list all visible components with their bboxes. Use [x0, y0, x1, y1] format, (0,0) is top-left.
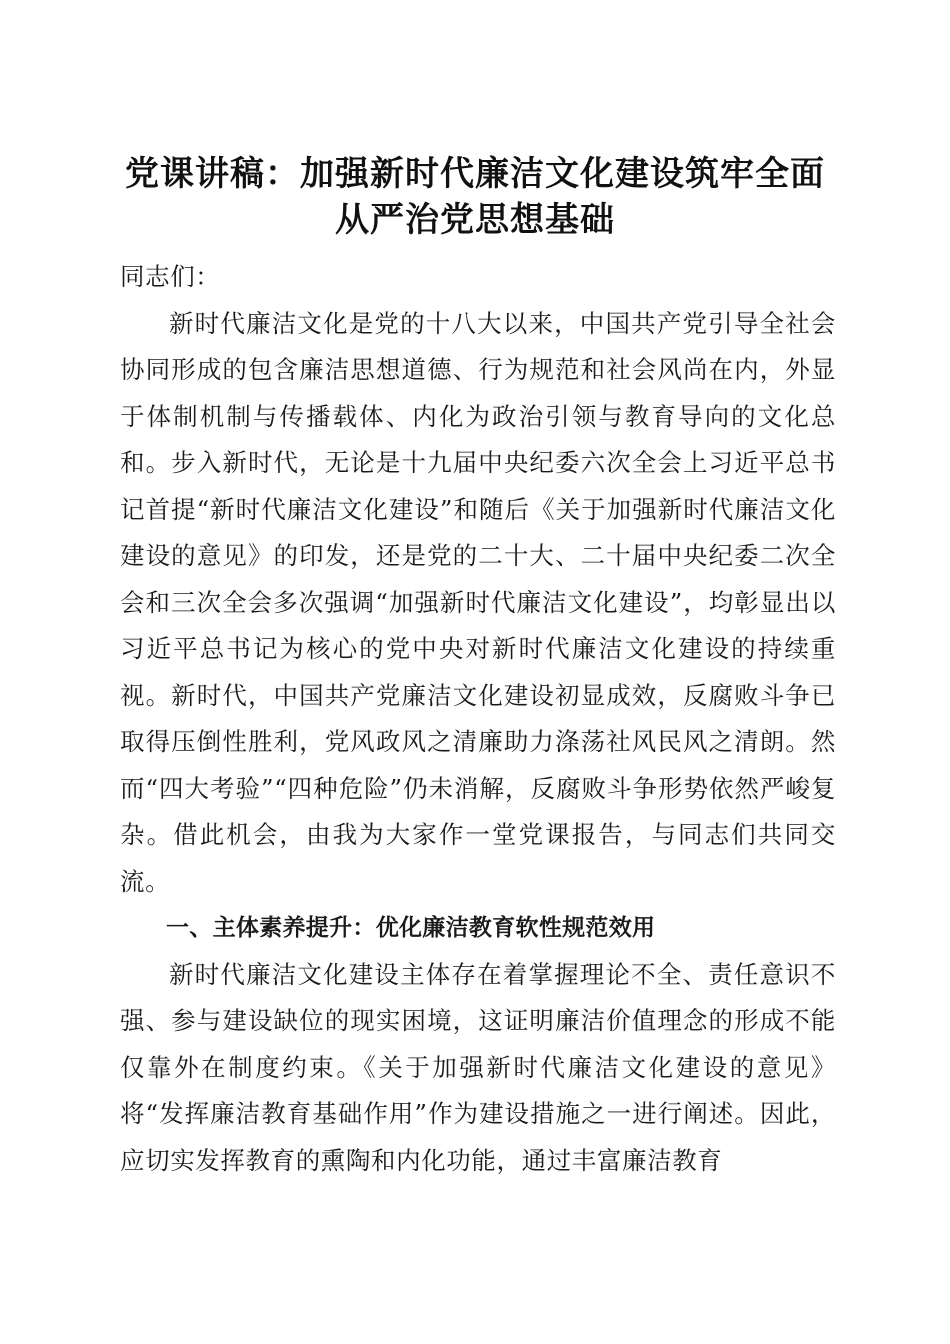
section-heading-1: 一、主体素养提升：优化廉洁教育软性规范效用: [166, 915, 656, 941]
salutation: 同志们：: [120, 262, 221, 291]
title-line-1: 党课讲稿：加强新时代廉洁文化建设筑牢全面: [125, 153, 825, 194]
document-body: [120, 254, 836, 1184]
title-line-2: 从严治党思想基础: [335, 199, 615, 240]
paragraph-intro: 新时代廉洁文化是党的十八大以来，中国共产党引导全社会协同形成的包含廉洁思想道德、行为规范和社会风尚在内，外显于体制机制与传播载体、内化为政治引领与教育导向的文化总和。步入新时代，无论是十九届中央纪委六次全会上习近平总书记首提“新时代廉洁文化建设”和随后《关于加强新时代廉洁文化建设的意见》的印发，还是党的二十大、二十届中央纪委二次全会和三次全会多次强调“加强新时代廉洁文化建设”，均彰显出以习近平总书记为核心的党中央对新时代廉洁文化建设的持续重视。新时代，中国共产党廉洁文化建设初显成效，反腐败斗争已取得压倒性胜利，党风政风之清廉助力涤荡社风民风之清朗。然而“四大考验”“四种危险”仍未消解，反腐败斗争形势依然严峻复杂。借此机会，由我为大家作一堂党课报告，与同志们共同交流。: [120, 308, 836, 896]
document-title: [100, 151, 850, 243]
paragraph-section-1: 新时代廉洁文化建设主体存在着掌握理论不全、责任意识不强、参与建设缺位的现实困境，这证明廉洁价值理念的形成不能仅靠外在制度约束。《关于加强新时代廉洁文化建设的意见》将“发挥廉洁教育基础作用”作为建设措施之一进行阐述。因此，应切实发挥教育的熏陶和内化功能，通过丰富廉洁教育: [120, 959, 836, 1175]
